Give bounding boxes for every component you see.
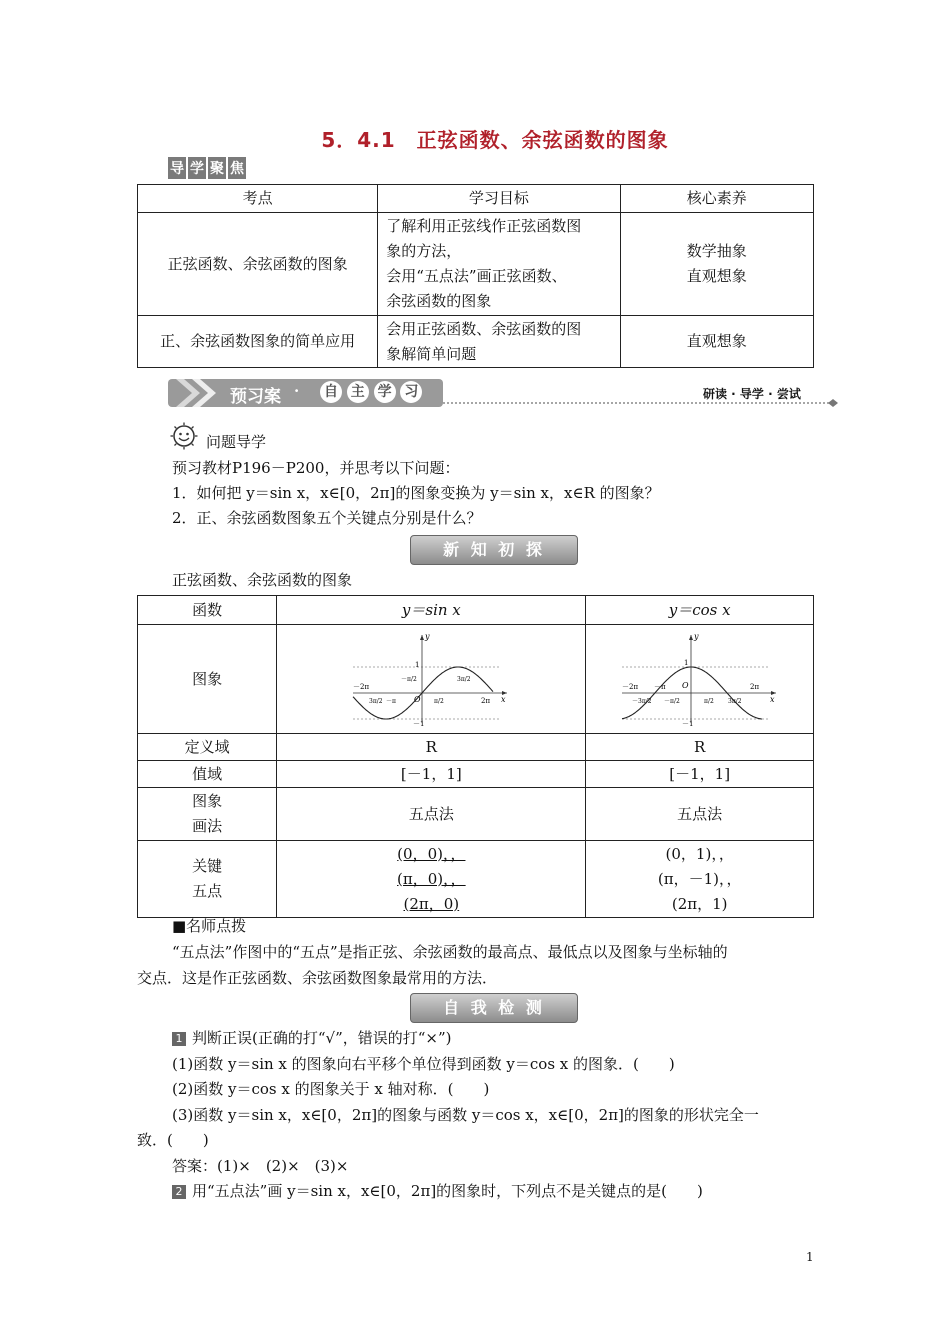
banner-dot: · bbox=[294, 382, 300, 400]
graph-tick: －1 bbox=[681, 720, 694, 727]
row-label-graph: 图象 bbox=[138, 625, 277, 734]
tag-char: 焦 bbox=[228, 157, 246, 179]
function-graph-table bbox=[137, 595, 814, 918]
preview-banner bbox=[168, 376, 840, 410]
tag-char: 学 bbox=[188, 157, 206, 179]
cos-key-points bbox=[586, 841, 814, 918]
goal-line: 象解简单问题 bbox=[386, 344, 477, 363]
sin-domain: R bbox=[277, 734, 586, 761]
question-guide-line: 预习教材P196－P200，并思考以下问题： bbox=[172, 459, 460, 477]
exercise-item: (3)函数 y＝sin x，x∈[0，2π]的图象与函数 y＝cos x，x∈[0，2π]的图象的形状完全一 bbox=[172, 1106, 759, 1124]
row-label-method bbox=[138, 788, 277, 841]
label-line: 图象 bbox=[192, 792, 223, 810]
smiley-icon bbox=[170, 422, 198, 454]
row2-literacy bbox=[620, 316, 813, 368]
graph-tick: 1 bbox=[683, 659, 689, 667]
sin-method: 五点法 bbox=[277, 788, 586, 841]
exercise-1 bbox=[172, 1026, 452, 1051]
literacy-line: 直观想象 bbox=[686, 267, 747, 285]
banner-char: 学 bbox=[374, 381, 396, 403]
graph-tick: 3π/2 bbox=[727, 698, 742, 705]
row2-topic: 正、余弦函数图象的简单应用 bbox=[138, 316, 378, 368]
graph-x-label: x bbox=[501, 695, 506, 704]
new-knowledge-label: 新 知 初 探 bbox=[410, 535, 578, 565]
page-number: 1 bbox=[806, 1250, 814, 1264]
key-point: (0，0)，， bbox=[397, 844, 466, 863]
literacy-line: 直观想象 bbox=[686, 332, 747, 350]
cos-graph bbox=[620, 631, 780, 727]
graph-tick: －π/2 bbox=[401, 676, 418, 683]
goal-line: 象的方法， bbox=[386, 242, 462, 260]
sin-range: [－1，1] bbox=[277, 761, 586, 788]
exercise-item: 致．( ) bbox=[137, 1131, 209, 1149]
goal-line: 了解利用正弦线作正弦函数图 bbox=[386, 217, 582, 235]
graph-tick: 3π/2 bbox=[457, 676, 471, 683]
graph-x-label: x bbox=[769, 695, 775, 704]
cos-method: 五点法 bbox=[586, 788, 814, 841]
goal-line: 会用“五点法”画正弦函数、 bbox=[386, 267, 567, 285]
key-point: (2π，0) bbox=[403, 894, 460, 913]
graph-tick: π/2 bbox=[434, 698, 445, 705]
col-header-cos: y＝cos x bbox=[586, 596, 814, 625]
answer-line: 答案：(1)× (2)× (3)× bbox=[172, 1157, 349, 1175]
graph-origin: O bbox=[414, 695, 421, 704]
goal-line: 会用正弦函数、余弦函数的图 bbox=[386, 319, 582, 338]
question-guide-line: 2．正、余弦函数图象五个关键点分别是什么？ bbox=[172, 509, 482, 527]
key-point: (π，0)，， bbox=[397, 869, 466, 888]
header-goals: 学习目标 bbox=[378, 185, 620, 213]
sin-key-points bbox=[277, 841, 586, 918]
exercise-item: (2)函数 y＝cos x 的图象关于 x 轴对称．( ) bbox=[172, 1080, 490, 1098]
tip-line: 交点．这是作正弦函数、余弦函数图象最常用的方法． bbox=[137, 969, 498, 987]
graph-tick: －π/2 bbox=[663, 698, 680, 705]
graph-origin: O bbox=[681, 681, 689, 690]
cos-domain: R bbox=[586, 734, 814, 761]
col-header-sin: y＝sin x bbox=[277, 596, 586, 625]
tag-char: 导 bbox=[168, 157, 186, 179]
daoxue-tag bbox=[168, 157, 248, 179]
sin-graph-cell bbox=[277, 625, 586, 734]
col-header-function: 函数 bbox=[138, 596, 277, 625]
study-goals-table bbox=[137, 184, 814, 368]
row1-literacy bbox=[620, 213, 813, 316]
graph-tick: －2π bbox=[621, 683, 638, 691]
row1-goals bbox=[378, 213, 620, 316]
banner-title-chars bbox=[320, 381, 422, 403]
row-label-range: 值域 bbox=[138, 761, 277, 788]
key-point: (0，1)，， bbox=[665, 844, 734, 863]
graph-y-label: y bbox=[693, 632, 699, 641]
key-point: (π，－1)，， bbox=[657, 869, 742, 888]
question-text: 判断正误(正确的打“√”，错误的打“×”) bbox=[192, 1029, 452, 1047]
row-label-domain: 定义域 bbox=[138, 734, 277, 761]
row1-topic: 正弦函数、余弦函数的图象 bbox=[138, 213, 378, 316]
question-guide-heading: 问题导学 bbox=[206, 433, 267, 451]
tip-heading: ■名师点拨 bbox=[172, 917, 247, 935]
exercise-2 bbox=[172, 1179, 703, 1204]
question-guide-line: 1．如何把 y＝sin x，x∈[0，2π]的图象变换为 y＝sin x，x∈R 的图象？ bbox=[172, 484, 660, 502]
graph-tick: －2π bbox=[353, 683, 370, 691]
graph-tick: 3π/2 bbox=[369, 698, 383, 705]
label-line: 五点 bbox=[192, 882, 223, 900]
exercise-item: (1)函数 y＝sin x 的图象向右平移个单位得到函数 y＝cos x 的图象．( ) bbox=[172, 1055, 675, 1073]
banner-char: 自 bbox=[320, 381, 342, 403]
sin-graph bbox=[351, 631, 511, 727]
tag-char: 聚 bbox=[208, 157, 226, 179]
self-check-label: 自 我 检 测 bbox=[410, 993, 578, 1023]
key-point: (2π，1) bbox=[671, 894, 728, 913]
label-line: 关键 bbox=[192, 857, 223, 875]
label-line: 画法 bbox=[192, 817, 223, 835]
header-topic: 考点 bbox=[138, 185, 378, 213]
graph-tick: －3π/2 bbox=[631, 698, 652, 705]
banner-char: 主 bbox=[347, 381, 369, 403]
tip-line: “五点法”作图中的“五点”是指正弦、余弦函数的最高点、最低点以及图象与坐标轴的 bbox=[172, 943, 728, 961]
question-number: 1 bbox=[172, 1032, 186, 1046]
graph-tick: 2π bbox=[481, 697, 491, 705]
banner-left-text: 预习案 bbox=[230, 387, 281, 407]
graph-tick: 2π bbox=[749, 683, 759, 691]
banner-char: 习 bbox=[400, 381, 422, 403]
literacy-line: 数学抽象 bbox=[686, 242, 747, 260]
goal-line: 余弦函数的图象 bbox=[386, 292, 492, 310]
row-label-points bbox=[138, 841, 277, 918]
header-literacy: 核心素养 bbox=[620, 185, 813, 213]
question-number: 2 bbox=[172, 1185, 186, 1199]
graph-tick: 1 bbox=[415, 661, 420, 669]
question-text: 用“五点法”画 y＝sin x，x∈[0，2π]的图象时，下列点不是关键点的是( ) bbox=[192, 1182, 703, 1200]
page-title: 5．4.1 正弦函数、余弦函数的图象 bbox=[321, 128, 669, 152]
graph-y-label: y bbox=[425, 632, 430, 641]
graph-tick: －π bbox=[386, 698, 397, 705]
graph-tick: －1 bbox=[413, 720, 425, 727]
row2-goals bbox=[378, 316, 620, 368]
cos-graph-cell bbox=[586, 625, 814, 734]
banner-note: 研读 · 导学 · 尝试 bbox=[703, 387, 801, 401]
graph-tick: π/2 bbox=[703, 698, 714, 705]
cos-range: [－1，1] bbox=[586, 761, 814, 788]
section-title: 正弦函数、余弦函数的图象 bbox=[172, 571, 353, 589]
graph-tick: －π bbox=[653, 683, 666, 691]
